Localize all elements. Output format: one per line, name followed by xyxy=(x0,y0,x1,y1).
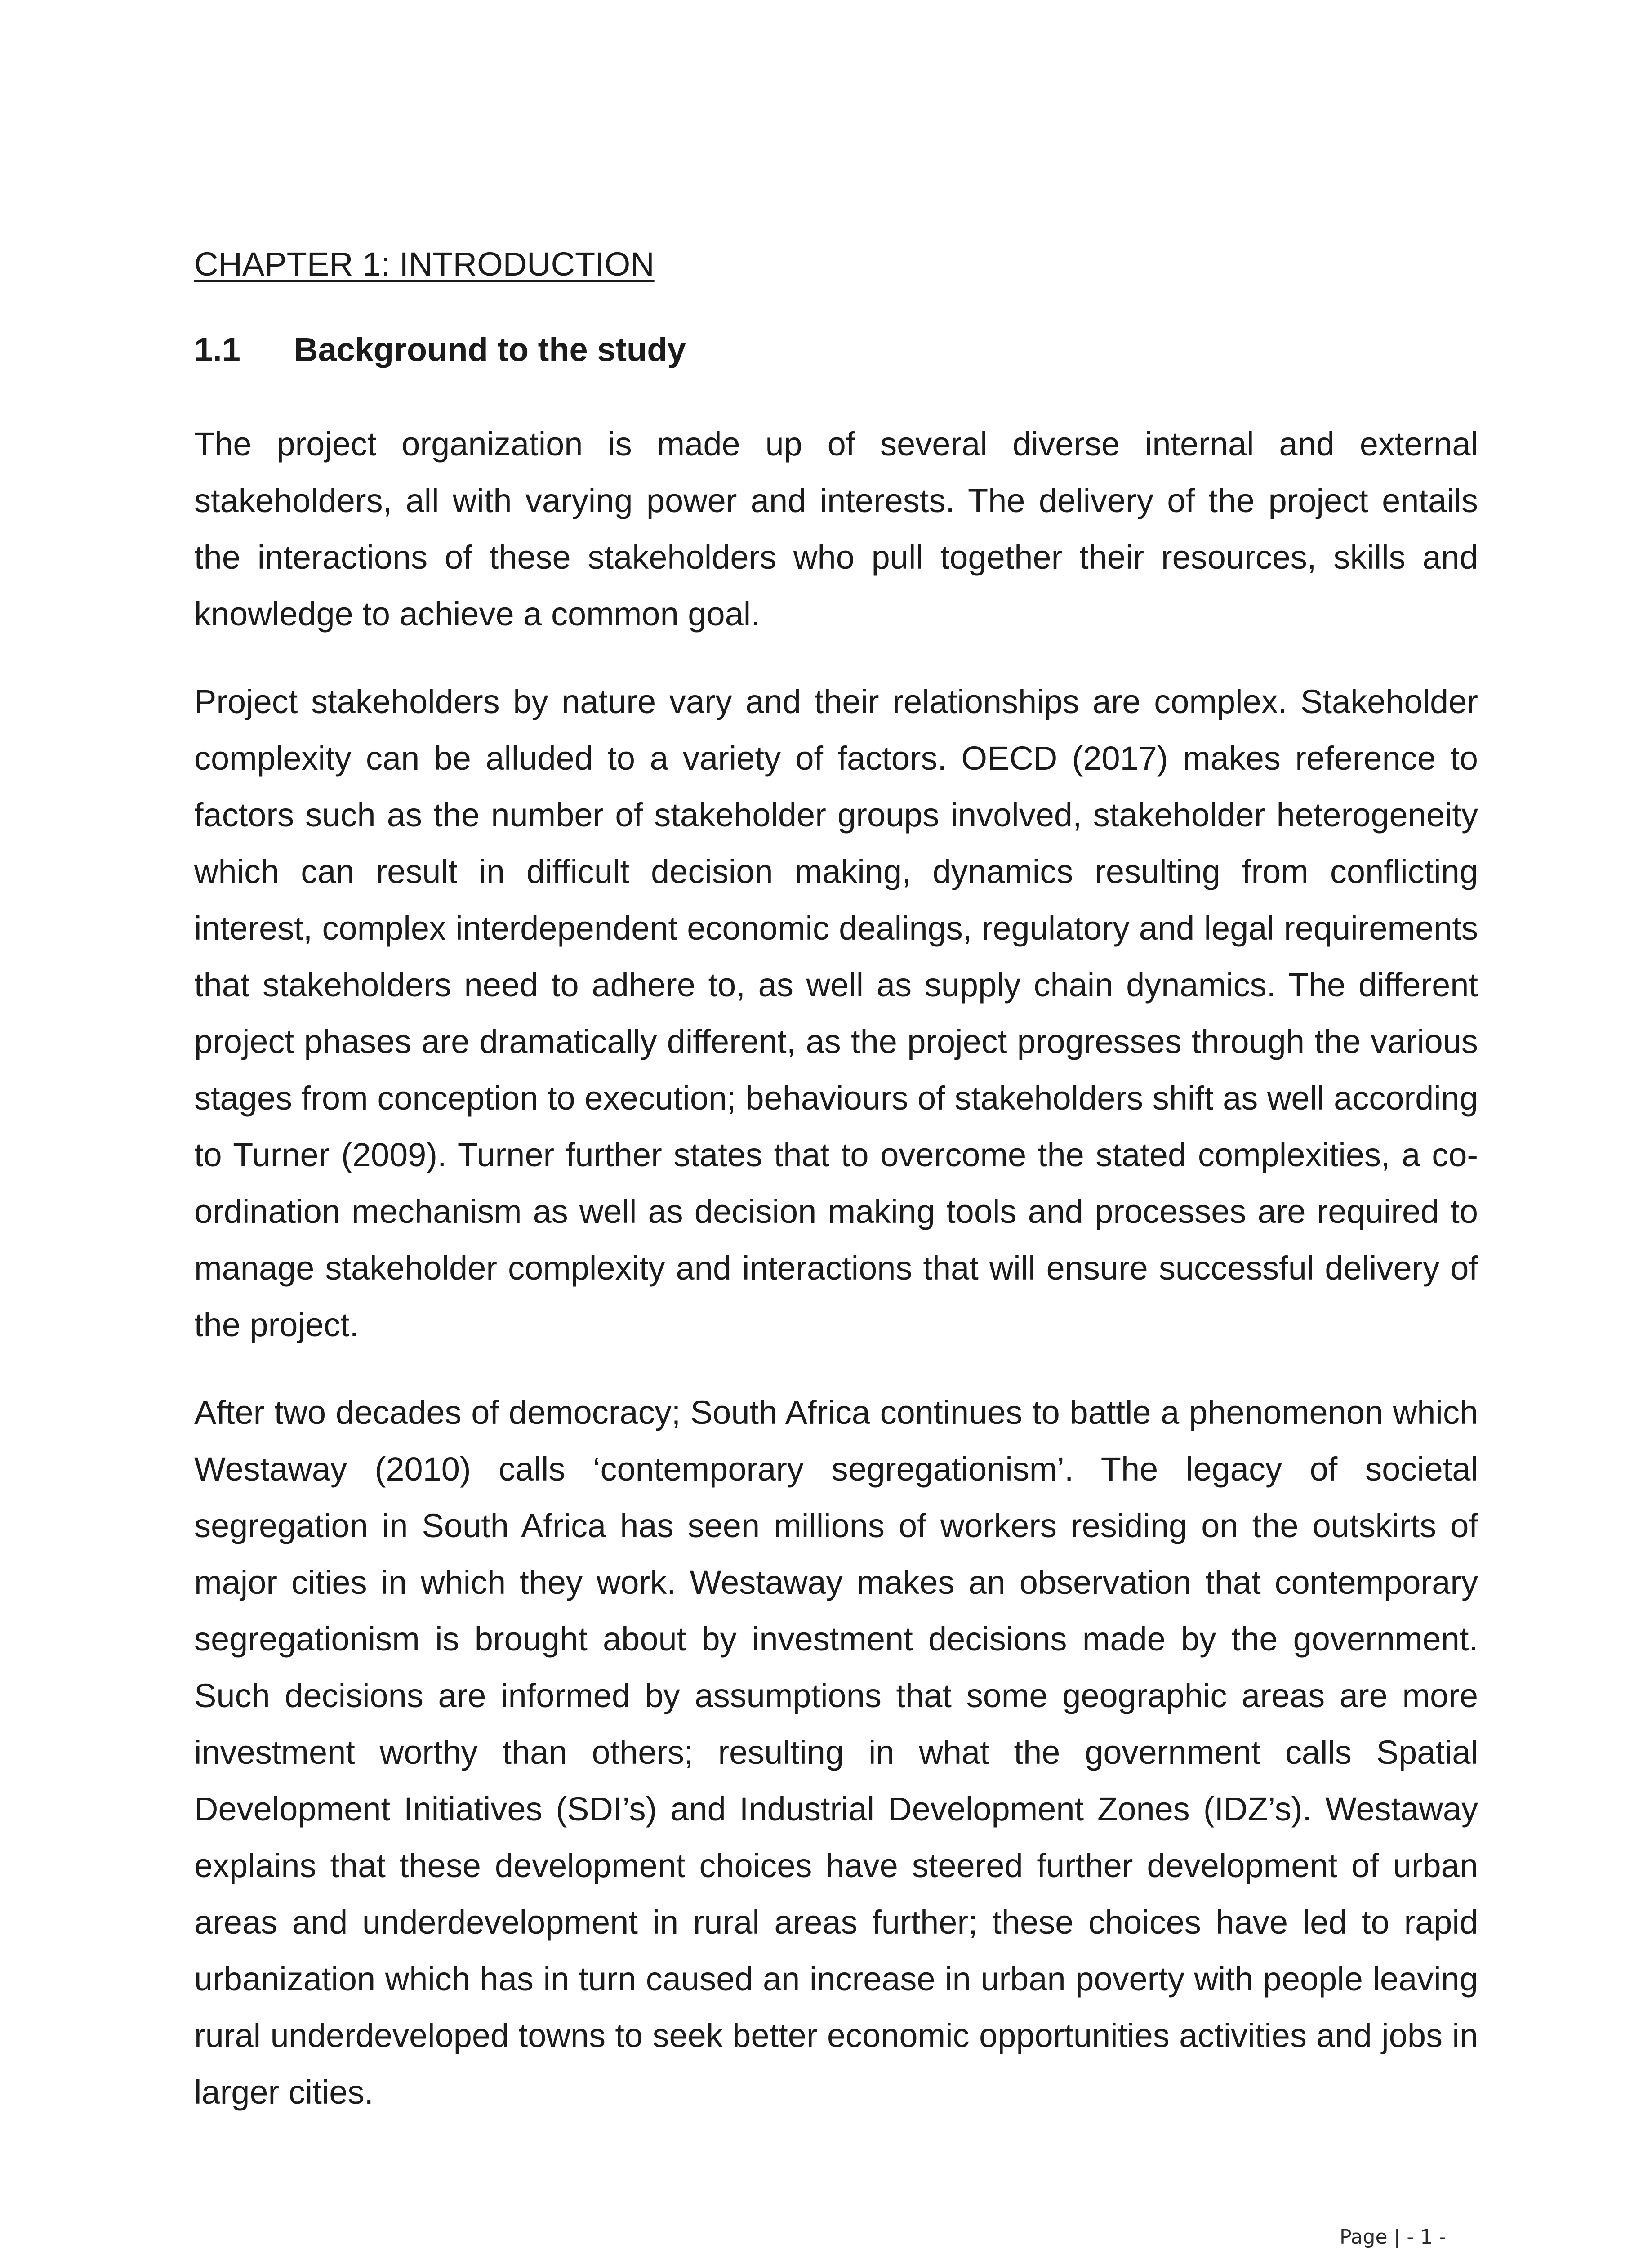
chapter-title: CHAPTER 1: INTRODUCTION xyxy=(194,245,655,283)
body-text xyxy=(194,416,1478,2152)
paragraph-3: After two decades of democracy; South Africa continues to battle a phenomenon which Westaway (2010) calls ‘contemporary segregationism’. The legacy of societal segregation in South Africa has seen millions of workers residing on the outskirts of major cities in which they work. Westaway makes an observation that contemporary segregationism is brought about by investment decisions made by the government. Such decisions are informed by assumptions that some geographic areas are more investment worthy than others; resulting in what the government calls Spatial Development Initiatives (SDI’s) and Industrial Development Zones (IDZ’s). Westaway explains that these development choices have steered further development of urban areas and underdevelopment in rural areas further; these choices have led to rapid urbanization which has in turn caused an increase in urban poverty with people leaving rural underdeveloped towns to seek better economic opportunities activities and jobs in larger cities. xyxy=(194,1394,1478,2111)
page-number-footer: Page | - 1 - xyxy=(1340,2226,1447,2248)
paragraph-2: Project stakeholders by nature vary and their relationships are complex. Stakeholder complexity can be alluded to a variety of factors. OECD (2017) makes reference to factors such as the number of stakeholder groups involved, stakeholder heterogeneity which can result in difficult decision making, dynamics resulting from conflicting interest, complex interdependent economic dealings, regulatory and legal requirements that stakeholders need to adhere to, as well as supply chain dynamics. The different project phases are dramatically different, as the project progresses through the various stages from conception to execution; behaviours of stakeholders shift as well according to Turner (2009). Turner further states that to overcome the stated complexities, a co-ordination mechanism as well as decision making tools and processes are required to manage stakeholder complexity and interactions that will ensure successful delivery of the project. xyxy=(194,683,1478,1343)
paragraph-1: The project organization is made up of several diverse internal and external stakeholders, all with varying power and interests. The delivery of the project entails the interactions of these stakeholders who pull together their resources, skills and knowledge to achieve a common goal. xyxy=(194,425,1478,633)
section-title: Background to the study xyxy=(294,331,686,368)
section-number: 1.1 xyxy=(194,331,240,368)
section-heading xyxy=(194,330,686,369)
